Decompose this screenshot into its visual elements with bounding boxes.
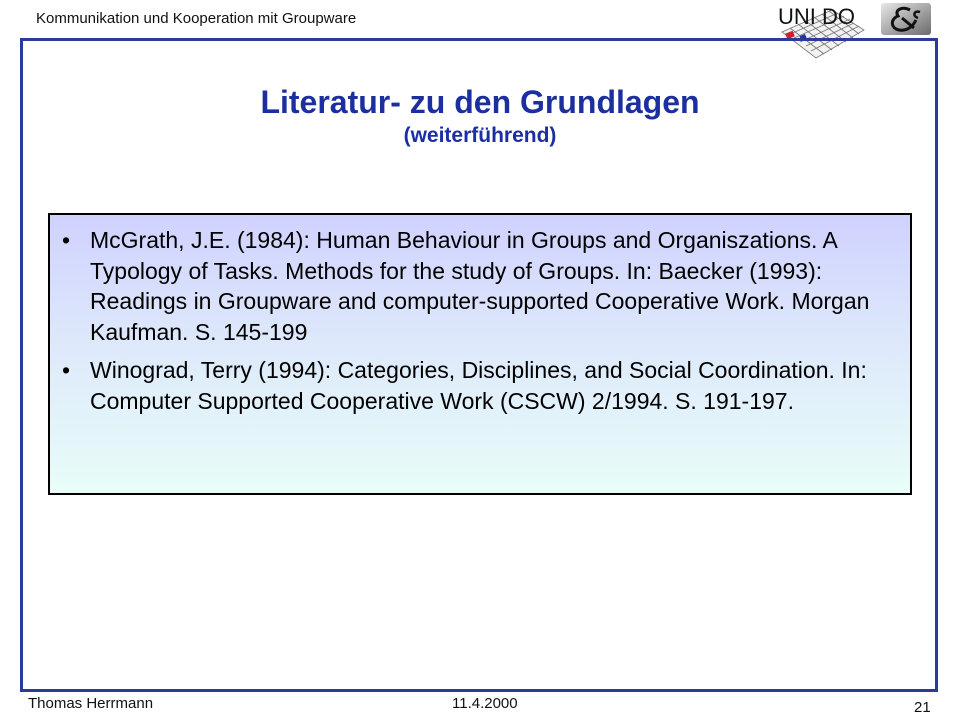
slide-title: Literatur- zu den Grundlagen bbox=[260, 84, 700, 120]
page-number: 21 bbox=[914, 699, 931, 716]
slide-subtitle: (weiterführend) bbox=[403, 124, 557, 147]
course-title: Kommunikation und Kooperation mit Groupware bbox=[36, 10, 357, 27]
reference-text: McGrath, J.E. (1984): Human Behaviour in Groups and Organiszations. A Typology of Tasks. Methods for the study of Groups. In: Baecker (1993): Readings in Groupware and computer-supported Cooperative Work. Morgan Kaufman. S. 145-199 bbox=[90, 227, 870, 345]
references-box bbox=[48, 213, 912, 495]
ampersand-logo bbox=[880, 2, 932, 36]
uni-do-logo-text: UNI DO bbox=[778, 4, 855, 29]
reference-item bbox=[60, 225, 892, 347]
bullet-icon: • bbox=[62, 357, 71, 383]
reference-item bbox=[60, 355, 892, 416]
reference-list bbox=[50, 215, 910, 416]
bullet-icon: • bbox=[62, 227, 71, 253]
footer-date: 11.4.2000 bbox=[452, 695, 518, 712]
reference-text: Winograd, Terry (1994): Categories, Disciplines, and Social Coordination. In: Computer Supported Cooperative Work (CSCW) 2/1994. S. 191-197. bbox=[90, 357, 867, 414]
footer-author: Thomas Herrmann bbox=[28, 695, 154, 712]
